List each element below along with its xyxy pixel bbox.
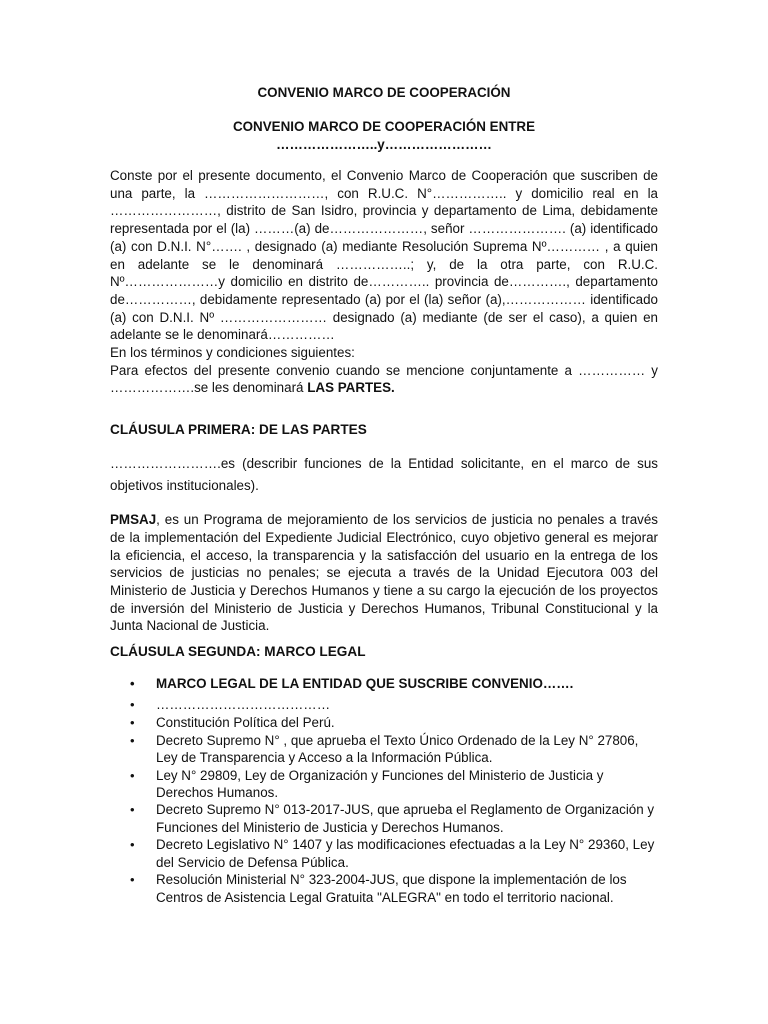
bullet-icon: • <box>130 714 135 730</box>
list-item-text: Constitución Política del Perú. <box>156 714 335 730</box>
terms-line: En los términos y condiciones siguientes: <box>110 345 355 361</box>
list-item <box>130 836 658 870</box>
list-item <box>130 675 658 692</box>
list-item-text: Decreto Legislativo N° 1407 y las modificaciones efectuadas a la Ley N° 29360, Ley del Servicio de Defensa Pública. <box>156 837 655 870</box>
list-item <box>130 871 658 905</box>
list-item <box>130 767 658 801</box>
parties-bold: LAS PARTES. <box>307 380 395 396</box>
document-subtitle <box>110 118 658 154</box>
pmsaj-bold: PMSAJ <box>110 512 157 528</box>
bullet-icon: • <box>130 697 135 713</box>
pmsaj-text: , es un Programa de mejoramiento de los servicios de justicia no penales a través de la implementación del Expediente Judicial Electrónico, cuyo objetivo general es mejorar la eficiencia, el acceso, la transparencia y la satisfacción del usuario en la entrega de los servicios de justicias no penales; se ejecuta a través de la Unidad Ejecutora 003 del Ministerio de Justicia y Derechos Humanos y tiene a su cargo la ejecución de los proyectos de inversión del Ministerio de Justicia y Derechos Humanos, Tribunal Constitucional y la Junta Nacional de Justicia. <box>110 512 658 634</box>
list-item-text: Decreto Supremo N° , que aprueba el Texto Único Ordenado de la Ley N° 27806, Ley de Transparencia y Acceso a la Información Pública. <box>156 732 639 765</box>
intro-paragraph: Conste por el presente documento, el Convenio Marco de Cooperación que suscriben de una parte, la ………………………, con R.U.C. N°…………….. y domicilio real en la ……………………, distrito de San Isidro, provincia y departamento de Lima, debidamente representada por el (la) ………(a) de…………………, señor …………………. (a) identificado (a) con D.N.I. N°……. , designado (a) mediante Resolución Suprema Nº………… , a quien en adelante se le denominará ……………..; y, de la otra parte, con R.U.C. Nº…………………y domicilio en distrito de………….. provincia de…………., departamento de……………, debidamente representado (a) por el (la) señor (a),……………… identificado (a) con D.N.I. Nº …………………… designado (a) mediante (de ser el caso), a quien en adelante se le denominará…………… <box>110 168 658 343</box>
bullet-icon: • <box>130 676 135 692</box>
list-item <box>130 801 658 835</box>
subtitle-line-1: CONVENIO MARCO DE COOPERACIÓN ENTRE <box>232 119 536 134</box>
clause-1-heading: CLÁUSULA PRIMERA: DE LAS PARTES <box>110 422 367 438</box>
list-item <box>130 696 658 713</box>
list-item-text: MARCO LEGAL DE LA ENTIDAD QUE SUSCRIBE CONVENIO……. <box>156 676 574 692</box>
legal-framework-list <box>110 675 658 906</box>
list-item <box>130 714 658 731</box>
entity-paragraph: …………………….es (describir funciones de la Entidad solicitante, en el marco de sus objetivos institucionales). <box>110 456 658 494</box>
bullet-icon: • <box>130 837 135 853</box>
pmsaj-paragraph <box>110 511 658 635</box>
bullet-icon: • <box>130 767 135 783</box>
parties-text: Para efectos del presente convenio cuando se mencione conjuntamente a …………… y ……………….se les denominará <box>110 362 658 396</box>
document-title: CONVENIO MARCO DE COOPERACIÓN <box>257 85 511 100</box>
list-item-text: Decreto Supremo N° 013-2017-JUS, que aprueba el Reglamento de Organización y Funciones del Ministerio de Justicia y Derechos Humanos. <box>156 802 655 835</box>
bullet-icon: • <box>130 802 135 818</box>
list-item-text: ………………………………… <box>156 697 331 713</box>
bullet-icon: • <box>130 732 135 748</box>
list-item-text: Resolución Ministerial N° 323-2004-JUS, que dispone la implementación de los Centros de Asistencia Legal Gratuita "ALEGRA" en todo el territorio nacional. <box>156 872 627 905</box>
list-item <box>130 732 658 766</box>
bullet-icon: • <box>130 872 135 888</box>
list-item-text: Ley N° 29809, Ley de Organización y Funciones del Ministerio de Justicia y Derechos Humanos. <box>156 767 604 800</box>
document-body <box>110 84 658 906</box>
clause-2-heading: CLÁUSULA SEGUNDA: MARCO LEGAL <box>110 644 366 660</box>
subtitle-line-2: …………………..y…………………… <box>276 137 492 152</box>
parties-paragraph <box>110 362 658 397</box>
